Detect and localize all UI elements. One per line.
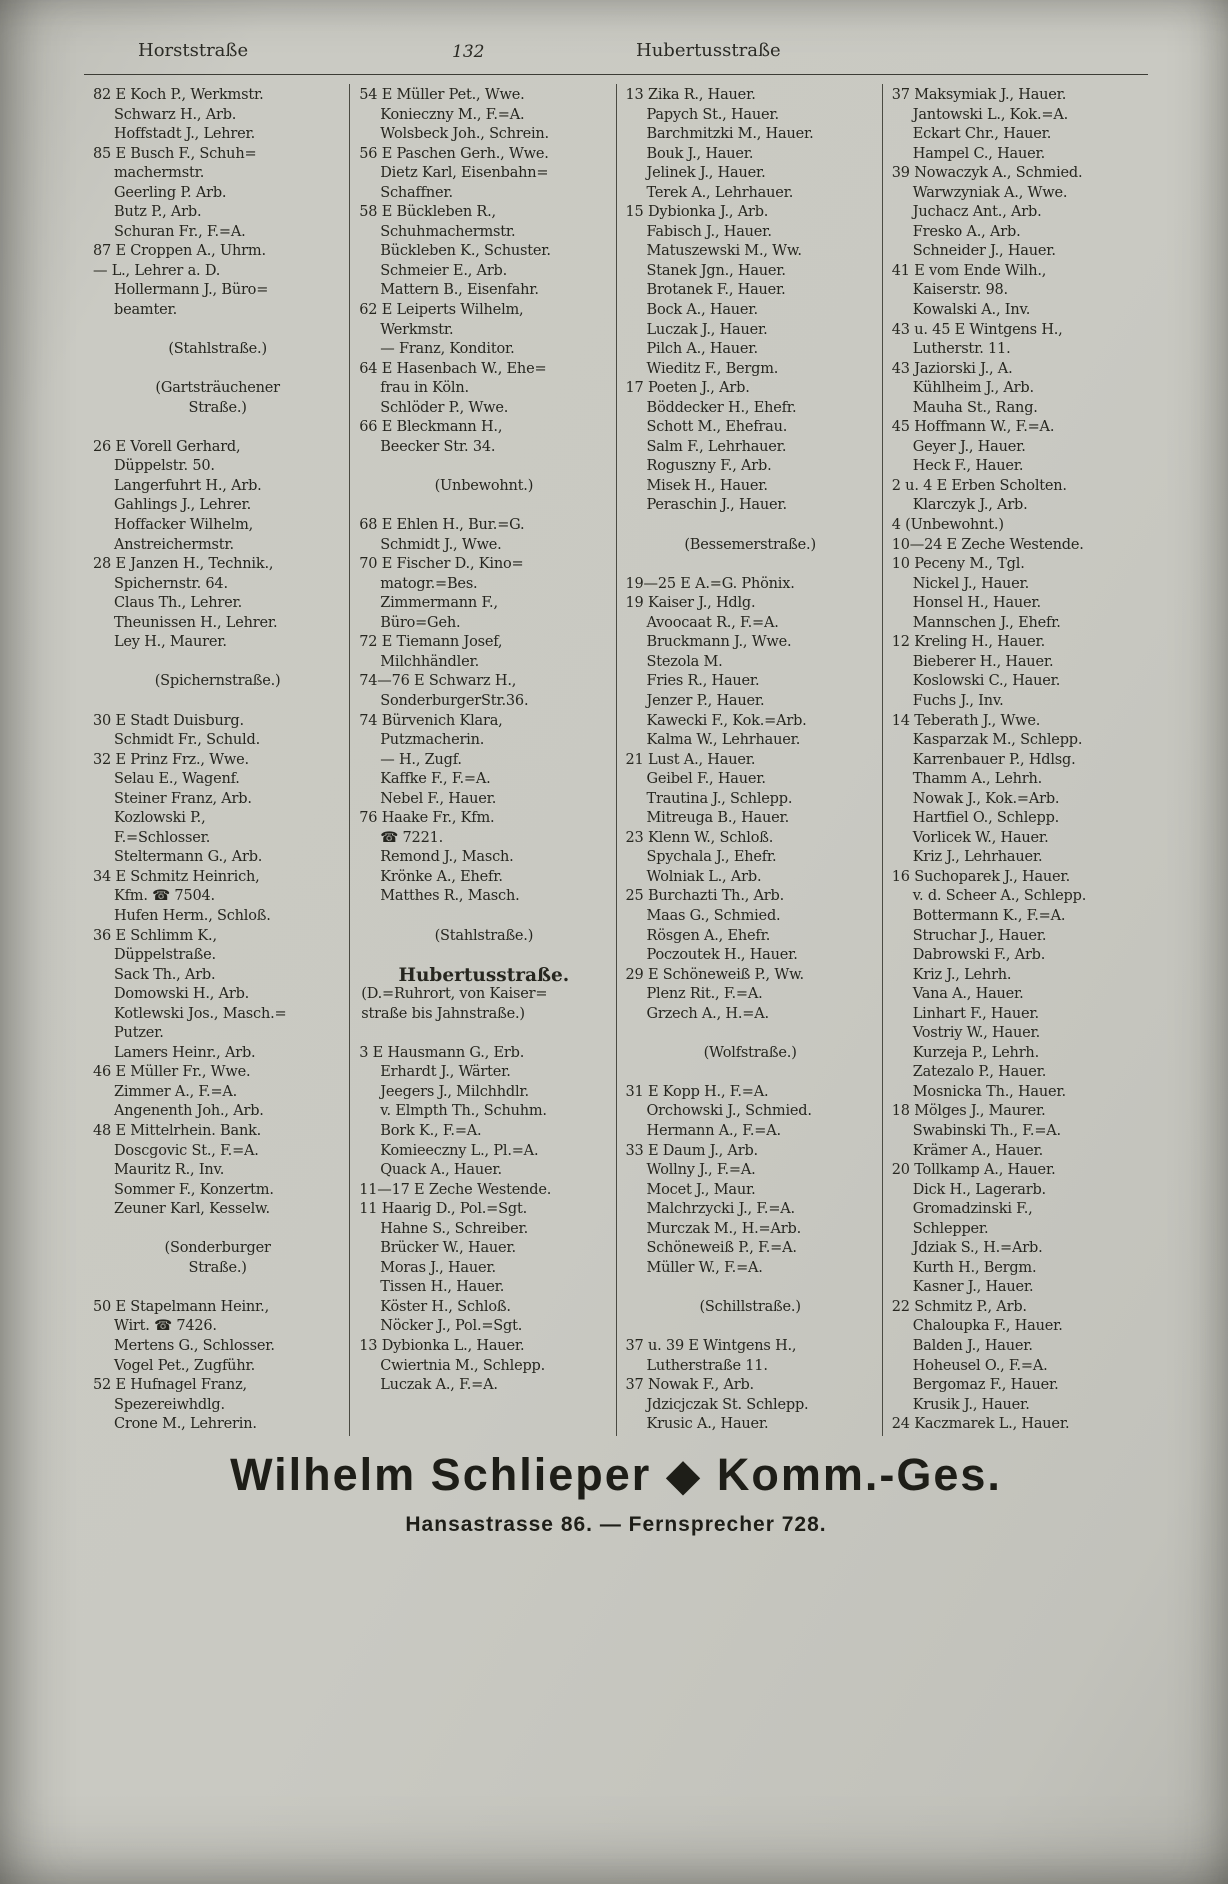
directory-line: Selau E., Wagenf.	[114, 771, 240, 788]
blank-line	[626, 1063, 875, 1083]
directory-line: Tissen H., Hauer.	[380, 1279, 505, 1296]
directory-line: 3 E Hausmann G., Erb.	[359, 1044, 525, 1061]
directory-line: Terek A., Lehrhauer.	[646, 184, 794, 201]
directory-line: v. d. Scheer A., Schlepp.	[912, 888, 1087, 905]
blank-line	[93, 360, 342, 380]
directory-line: 19—25 E A.=G. Phönix.	[625, 575, 795, 592]
directory-line: Kurzeja P., Lehrh.	[912, 1044, 1039, 1061]
directory-line: Linhart F., Hauer.	[912, 1005, 1039, 1022]
directory-line: SonderburgerStr.36.	[380, 692, 529, 709]
directory-line: Böddecker H., Ehefr.	[646, 399, 797, 416]
directory-line: Schuhmachermstr.	[380, 223, 516, 240]
directory-line: Wirt. ☎ 7426.	[114, 1318, 217, 1335]
directory-line: Schwarz H., Arb.	[114, 106, 237, 123]
directory-line: Zimmermann F.,	[380, 595, 498, 612]
directory-line: Lamers Heinr., Arb.	[114, 1044, 256, 1061]
directory-line: Nöcker J., Pol.=Sgt.	[380, 1318, 523, 1335]
directory-line: 15 Dybionka J., Arb.	[625, 204, 769, 221]
directory-line: Werkmstr.	[380, 321, 454, 338]
directory-line: 28 E Janzen H., Technik.,	[93, 556, 274, 573]
directory-line: Schneider J., Hauer.	[912, 243, 1056, 260]
directory-line: Schott M., Ehefrau.	[646, 419, 788, 436]
cross-street-label: (Gartsträuchener	[155, 380, 280, 397]
directory-line: Geibel F., Hauer.	[646, 771, 766, 788]
directory-line: Koslowski C., Hauer.	[912, 673, 1061, 690]
blank-line	[359, 1024, 608, 1044]
directory-line: 19 Kaiser J., Hdlg.	[625, 595, 756, 612]
directory-line: 30 E Stadt Duisburg.	[93, 712, 244, 729]
directory-line: Plenz Rit., F.=A.	[646, 986, 763, 1003]
blank-line	[626, 555, 875, 575]
directory-line: Hufen Herm., Schloß.	[114, 907, 271, 924]
directory-line: Dabrowski F., Arb.	[912, 947, 1046, 964]
cross-street-label: (Schillstraße.)	[699, 1298, 801, 1315]
directory-line: Milchhändler.	[380, 653, 480, 670]
directory-line: Claus Th., Lehrer.	[114, 595, 243, 612]
directory-line: 56 E Paschen Gerh., Wwe.	[359, 145, 549, 162]
directory-line: 18 Mölges J., Maurer.	[891, 1103, 1046, 1120]
directory-line: Stezola M.	[646, 653, 723, 670]
directory-line: Spichernstr. 64.	[114, 575, 228, 592]
blank-line	[93, 692, 342, 712]
directory-line: Domowski H., Arb.	[114, 986, 250, 1003]
street-note: (D.=Ruhrort, von Kaiser=	[361, 986, 548, 1003]
directory-line: Jelinek J., Hauer.	[646, 165, 766, 182]
directory-line: Hollermann J., Büro=	[114, 282, 269, 299]
directory-line: Lutherstraße 11.	[646, 1357, 768, 1374]
page-header	[84, 40, 1148, 72]
directory-line: 68 E Ehlen H., Bur.=G.	[359, 517, 525, 534]
directory-line: 23 Klenn W., Schloß.	[625, 829, 774, 846]
directory-columns	[84, 84, 1148, 1436]
blank-line	[626, 1317, 875, 1337]
directory-line: Schmidt Fr., Schuld.	[114, 732, 260, 749]
directory-line: Kasner J., Hauer.	[912, 1279, 1034, 1296]
directory-line: 37 Maksymiak J., Hauer.	[891, 87, 1067, 103]
directory-line: Nowak J., Kok.=Arb.	[912, 790, 1060, 807]
directory-line: Fresko A., Arb.	[912, 223, 1021, 240]
directory-line: Hoffacker Wilhelm,	[114, 517, 254, 534]
directory-line: Barchmitzki M., Hauer.	[646, 126, 814, 143]
directory-line: 14 Teberath J., Wwe.	[891, 712, 1041, 729]
advertisement	[84, 1448, 1148, 1537]
directory-line: Jdziak S., H.=Arb.	[912, 1240, 1043, 1257]
directory-line: Zimmer A., F.=A.	[114, 1083, 238, 1100]
directory-line: Brücker W., Hauer.	[380, 1240, 516, 1257]
directory-line: Bückleben K., Schuster.	[380, 243, 551, 260]
cross-street-label: (Wolfstraße.)	[703, 1044, 797, 1061]
directory-line: 82 E Koch P., Werkmstr.	[93, 87, 264, 103]
directory-line: Steiner Franz, Arb.	[114, 790, 252, 807]
directory-line: Maas G., Schmied.	[646, 907, 781, 924]
cross-street-label: (Bessemerstraße.)	[684, 536, 816, 553]
directory-line: Kasparzak M., Schlepp.	[912, 732, 1083, 749]
directory-line: Salm F., Lehrhauer.	[646, 438, 787, 455]
directory-line: Mauritz R., Inv.	[114, 1162, 225, 1179]
directory-line: Hoffstadt J., Lehrer.	[114, 126, 256, 143]
blank-line	[626, 1278, 875, 1298]
directory-line: 41 E vom Ende Wilh.,	[891, 262, 1047, 279]
directory-line: Dick H., Lagerarb.	[912, 1181, 1046, 1198]
directory-line: 2 u. 4 E Erben Scholten.	[891, 477, 1067, 494]
directory-line: Kaiserstr. 98.	[912, 282, 1008, 299]
directory-line: Kriz J., Lehrhauer.	[912, 849, 1043, 866]
directory-line: Kurth H., Bergm.	[912, 1259, 1037, 1276]
directory-line: 58 E Bückleben R.,	[359, 204, 496, 221]
directory-line: matogr.=Bes.	[380, 575, 478, 592]
directory-line: 48 E Mittelrhein. Bank.	[93, 1122, 262, 1139]
directory-line: Bock A., Hauer.	[646, 302, 758, 319]
directory-line: Papych St., Hauer.	[646, 106, 779, 123]
page-number: 132	[452, 42, 485, 62]
directory-line: 64 E Hasenbach W., Ehe=	[359, 360, 547, 377]
directory-line: Fries R., Hauer.	[646, 673, 760, 690]
directory-line: Düppelstr. 50.	[114, 458, 215, 475]
directory-line: 13 Zika R., Hauer.	[625, 87, 756, 103]
directory-line: Malchrzycki J., F.=A.	[646, 1201, 795, 1218]
blank-line	[93, 1220, 342, 1240]
directory-line: Mocet J., Maur.	[646, 1181, 756, 1198]
directory-line: Spezereiwhdlg.	[114, 1396, 225, 1413]
directory-line: 52 E Hufnagel Franz,	[93, 1377, 247, 1394]
directory-line: Misek H., Hauer.	[646, 477, 768, 494]
directory-line: Trautina J., Schlepp.	[646, 790, 793, 807]
directory-line: Kriz J., Lehrh.	[912, 966, 1012, 983]
directory-line: 4 (Unbewohnt.)	[891, 517, 1004, 534]
directory-line: Beecker Str. 34.	[380, 438, 496, 455]
directory-line: frau in Köln.	[380, 380, 469, 397]
directory-line: 74—76 E Schwarz H.,	[359, 673, 517, 690]
directory-line: Langerfuhrt H., Arb.	[114, 477, 262, 494]
directory-column-2	[349, 84, 615, 1436]
directory-line: Schaffner.	[380, 184, 453, 201]
directory-line: Krusic A., Hauer.	[646, 1416, 769, 1433]
directory-line: 22 Schmitz P., Arb.	[891, 1298, 1027, 1315]
directory-line: Steltermann G., Arb.	[114, 849, 263, 866]
directory-line: 10—24 E Zeche Westende.	[891, 536, 1084, 553]
ad-address-phone: Hansastrasse 86. — Fernsprecher 728.	[405, 1513, 827, 1536]
cross-street-label: Straße.)	[188, 1259, 247, 1276]
directory-line: 72 E Tiemann Josef,	[359, 634, 503, 651]
directory-line: 46 E Müller Fr., Wwe.	[93, 1064, 251, 1081]
directory-line: 34 E Schmitz Heinrich,	[93, 868, 260, 885]
directory-line: Kalma W., Lehrhauer.	[646, 732, 801, 749]
directory-line: machermstr.	[114, 165, 205, 182]
directory-line: Moras J., Hauer.	[380, 1259, 496, 1276]
directory-line: Karrenbauer P., Hdlsg.	[912, 751, 1076, 768]
directory-line: Zeuner Karl, Kesselw.	[114, 1201, 270, 1218]
directory-line: Crone M., Lehrerin.	[114, 1416, 257, 1433]
cross-street-label: (Spichernstraße.)	[154, 673, 281, 690]
directory-line: Sommer F., Konzertm.	[114, 1181, 274, 1198]
directory-line: Warwzyniak A., Wwe.	[912, 184, 1068, 201]
directory-line: Peraschin J., Hauer.	[646, 497, 787, 514]
directory-line: Roguszny F., Arb.	[646, 458, 772, 475]
blank-line	[359, 946, 608, 966]
directory-line: 36 E Schlimm K.,	[93, 927, 217, 944]
directory-line: Wolsbeck Joh., Schrein.	[380, 126, 549, 143]
directory-line: Fuchs J., Inv.	[912, 692, 1004, 709]
directory-line: beamter.	[114, 302, 178, 319]
directory-line: Orchowski J., Schmied.	[646, 1103, 812, 1120]
directory-line: Kowalski A., Inv.	[912, 302, 1031, 319]
blank-line	[359, 907, 608, 927]
directory-line: 10 Peceny M., Tgl.	[891, 556, 1025, 573]
directory-line: Avoocaat R., F.=A.	[646, 614, 779, 631]
directory-line: Doscgovic St., F.=A.	[114, 1142, 259, 1159]
directory-column-3	[616, 84, 882, 1436]
directory-line: Struchar J., Hauer.	[912, 927, 1047, 944]
directory-line: Vogel Pet., Zugführ.	[114, 1357, 256, 1374]
directory-line: Nickel J., Hauer.	[912, 575, 1030, 592]
directory-line: Hahne S., Schreiber.	[380, 1220, 529, 1237]
directory-line: Vostriy W., Hauer.	[912, 1025, 1041, 1042]
directory-line: Honsel H., Hauer.	[912, 595, 1041, 612]
directory-line: Luczak J., Hauer.	[646, 321, 768, 338]
directory-line: Thamm A., Lehrh.	[912, 771, 1043, 788]
directory-line: Heck F., Hauer.	[912, 458, 1024, 475]
directory-line: Mertens G., Schlosser.	[114, 1338, 275, 1354]
directory-line: 54 E Müller Pet., Wwe.	[359, 87, 525, 103]
directory-line: Bieberer H., Hauer.	[912, 653, 1054, 670]
directory-line: Schmidt J., Wwe.	[380, 536, 502, 553]
directory-line: Schlepper.	[912, 1220, 989, 1237]
directory-line: Sack Th., Arb.	[114, 966, 216, 983]
directory-line: 24 Kaczmarek L., Hauer.	[891, 1416, 1070, 1433]
directory-line: 25 Burchazti Th., Arb.	[625, 888, 785, 905]
directory-line: 11—17 E Zeche Westende.	[359, 1181, 552, 1198]
directory-column-4	[882, 84, 1148, 1436]
directory-line: Fabisch J., Hauer.	[646, 223, 772, 240]
directory-column-1	[84, 84, 349, 1436]
directory-line: Nebel F., Hauer.	[380, 790, 497, 807]
directory-line: — L., Lehrer a. D.	[93, 262, 221, 279]
directory-line: Angenenth Joh., Arb.	[114, 1103, 264, 1120]
directory-line: Vorlicek W., Hauer.	[912, 829, 1049, 846]
cross-street-label: Straße.)	[188, 399, 247, 416]
directory-line: Wieditz F., Bergm.	[646, 360, 779, 377]
directory-line: 32 E Prinz Frz., Wwe.	[93, 751, 249, 768]
directory-line: Remond J., Masch.	[380, 849, 514, 866]
directory-line: Eckart Chr., Hauer.	[912, 126, 1052, 143]
street-note: straße bis Jahnstraße.)	[361, 1005, 525, 1022]
directory-line: 13 Dybionka L., Hauer.	[359, 1338, 525, 1354]
directory-line: Hartfiel O., Schlepp.	[912, 810, 1060, 827]
directory-line: 45 Hoffmann W., F.=A.	[891, 419, 1055, 436]
ad-company-name: Wilhelm Schlieper ◆ Komm.-Ges.	[230, 1449, 1002, 1500]
directory-line: Jdzicjczak St. Schlepp.	[646, 1396, 809, 1413]
directory-line: Mauha St., Rang.	[912, 399, 1038, 416]
directory-line: Juchacz Ant., Arb.	[912, 204, 1042, 221]
directory-line: Vana A., Hauer.	[912, 986, 1024, 1003]
directory-line: 85 E Busch F., Schuh=	[93, 145, 257, 162]
directory-line: Mosnicka Th., Hauer.	[912, 1083, 1066, 1100]
directory-line: Schöneweiß P., F.=A.	[646, 1240, 797, 1257]
directory-line: Köster H., Schloß.	[380, 1298, 511, 1315]
directory-line: 43 u. 45 E Wintgens H.,	[891, 321, 1063, 338]
directory-line: Stanek Jgn., Hauer.	[646, 262, 786, 279]
directory-line: Kfm. ☎ 7504.	[114, 888, 215, 905]
directory-line: Büro=Geh.	[380, 614, 461, 631]
blank-line	[359, 496, 608, 516]
directory-line: 43 Jaziorski J., A.	[891, 360, 1013, 377]
directory-line: Theunissen H., Lehrer.	[114, 614, 278, 631]
directory-line: 74 Bürvenich Klara,	[359, 712, 503, 729]
blank-line	[93, 321, 342, 341]
directory-line: Krönke A., Ehefr.	[380, 868, 503, 885]
directory-line: Cwiertnia M., Schlepp.	[380, 1357, 546, 1374]
directory-line: Matuszewski M., Ww.	[646, 243, 802, 260]
directory-line: Luczak A., F.=A.	[380, 1377, 498, 1394]
directory-line: Konieczny M., F.=A.	[380, 106, 525, 123]
directory-line: Ley H., Maurer.	[114, 634, 227, 651]
directory-line: 31 E Kopp H., F.=A.	[625, 1083, 769, 1100]
directory-line: Hoheusel O., F.=A.	[912, 1357, 1048, 1374]
directory-line: Schuran Fr., F.=A.	[114, 223, 246, 240]
directory-line: Bruckmann J., Wwe.	[646, 634, 792, 651]
directory-line: 21 Lust A., Hauer.	[625, 751, 756, 768]
directory-line: Kühlheim J., Arb.	[912, 380, 1034, 397]
directory-line: Bottermann K., F.=A.	[912, 907, 1066, 924]
directory-line: Düppelstraße.	[114, 947, 216, 964]
directory-line: 20 Tollkamp A., Hauer.	[891, 1162, 1056, 1179]
directory-line: Kozlowski P.,	[114, 810, 206, 827]
directory-line: Butz P., Arb.	[114, 204, 202, 221]
directory-line: Dietz Karl, Eisenbahn=	[380, 165, 549, 182]
directory-line: Gromadzinski F.,	[912, 1201, 1033, 1218]
directory-line: Schlöder P., Wwe.	[380, 399, 509, 416]
directory-line: — H., Zugf.	[380, 751, 462, 768]
directory-line: F.=Schlosser.	[114, 829, 211, 846]
directory-line: Jantowski L., Kok.=A.	[912, 106, 1069, 123]
directory-line: Schmeier E., Arb.	[380, 262, 508, 279]
cross-street-label: (Unbewohnt.)	[434, 477, 534, 494]
directory-line: 70 E Fischer D., Kino=	[359, 556, 524, 573]
blank-line	[93, 1278, 342, 1298]
directory-line: 17 Poeten J., Arb.	[625, 380, 750, 397]
directory-line: Lutherstr. 11.	[912, 341, 1011, 358]
directory-line: 66 E Bleckmann H.,	[359, 419, 503, 436]
header-street-right: Hubertusstraße	[636, 40, 781, 61]
directory-line: Komieeczny L., Pl.=A.	[380, 1142, 539, 1159]
directory-line: Mannschen J., Ehefr.	[912, 614, 1061, 631]
directory-line: Krusik J., Hauer.	[912, 1396, 1030, 1413]
directory-line: Mattern B., Eisenfahr.	[380, 282, 539, 299]
directory-line: Zatezalo P., Hauer.	[912, 1064, 1047, 1081]
street-heading: Hubertusstraße.	[398, 965, 570, 986]
directory-line: 11 Haarig D., Pol.=Sgt.	[359, 1201, 527, 1218]
directory-line: Jeegers J., Milchhdlr.	[380, 1083, 529, 1100]
directory-line: Brotanek F., Hauer.	[646, 282, 786, 299]
directory-line: Wollny J., F.=A.	[646, 1162, 756, 1179]
header-rule	[84, 74, 1148, 75]
directory-line: ☎ 7221.	[380, 829, 444, 846]
blank-line	[626, 1024, 875, 1044]
directory-line: Mitreuga B., Hauer.	[646, 810, 790, 827]
blank-line	[93, 653, 342, 673]
directory-line: 37 u. 39 E Wintgens H.,	[625, 1338, 797, 1354]
directory-line: Kawecki F., Kok.=Arb.	[646, 712, 807, 729]
blank-line	[359, 457, 608, 477]
directory-line: Swabinski Th., F.=A.	[912, 1122, 1061, 1139]
directory-line: 26 E Vorell Gerhard,	[93, 438, 241, 455]
directory-line: 37 Nowak F., Arb.	[625, 1377, 754, 1394]
directory-line: Kaffke F., F.=A.	[380, 771, 491, 788]
directory-line: Krämer A., Hauer.	[912, 1142, 1044, 1159]
directory-line: Erhardt J., Wärter.	[380, 1064, 511, 1081]
directory-line: Balden J., Hauer.	[912, 1338, 1033, 1354]
directory-line: Poczoutek H., Hauer.	[646, 947, 798, 964]
directory-line: Wolniak L., Arb.	[646, 868, 762, 885]
directory-line: Geyer J., Hauer.	[912, 438, 1026, 455]
directory-line: 62 E Leiperts Wilhelm,	[359, 302, 524, 319]
cross-street-label: (Stahlstraße.)	[168, 341, 267, 358]
directory-line: 16 Suchoparek J., Hauer.	[891, 868, 1070, 885]
directory-line: Kotlewski Jos., Masch.=	[114, 1005, 287, 1022]
blank-line	[626, 516, 875, 536]
directory-line: Spychala J., Ehefr.	[646, 849, 777, 866]
header-street-left: Horststraße	[138, 40, 249, 61]
directory-line: Hampel C., Hauer.	[912, 145, 1046, 162]
directory-line: Müller W., F.=A.	[646, 1259, 763, 1276]
directory-line: Murczak M., H.=Arb.	[646, 1220, 801, 1237]
directory-line: Chaloupka F., Hauer.	[912, 1318, 1063, 1335]
directory-line: Gahlings J., Lehrer.	[114, 497, 252, 514]
directory-line: Klarczyk J., Arb.	[912, 497, 1028, 514]
directory-line: Bergomaz F., Hauer.	[912, 1377, 1059, 1394]
directory-line: Bork K., F.=A.	[380, 1122, 482, 1139]
cross-street-label: (Stahlstraße.)	[434, 927, 534, 944]
directory-line: Rösgen A., Ehefr.	[646, 927, 771, 944]
directory-line: 29 E Schöneweiß P., Ww.	[625, 966, 804, 983]
directory-line: Quack A., Hauer.	[380, 1162, 502, 1179]
directory-line: 87 E Croppen A., Uhrm.	[93, 243, 266, 260]
directory-line: — Franz, Konditor.	[380, 341, 515, 358]
directory-line: Pilch A., Hauer.	[646, 341, 758, 358]
directory-line: Anstreichermstr.	[114, 536, 234, 553]
directory-line: Putzmacherin.	[380, 732, 485, 749]
directory-line: Jenzer P., Hauer.	[646, 692, 765, 709]
directory-line: Grzech A., H.=A.	[646, 1005, 769, 1022]
blank-line	[93, 418, 342, 438]
cross-street-label: (Sonderburger	[164, 1240, 271, 1257]
directory-line: 76 Haake Fr., Kfm.	[359, 810, 495, 827]
directory-line: 50 E Stapelmann Heinr.,	[93, 1298, 269, 1315]
directory-line: Hermann A., F.=A.	[646, 1122, 781, 1139]
directory-line: Putzer.	[114, 1025, 164, 1042]
directory-line: Geerling P. Arb.	[114, 184, 227, 201]
directory-line: 12 Kreling H., Hauer.	[891, 634, 1046, 651]
directory-line: Bouk J., Hauer.	[646, 145, 754, 162]
directory-line: 33 E Daum J., Arb.	[625, 1142, 758, 1159]
directory-line: 39 Nowaczyk A., Schmied.	[891, 165, 1083, 182]
directory-line: Matthes R., Masch.	[380, 888, 520, 905]
directory-line: v. Elmpth Th., Schuhm.	[380, 1103, 547, 1120]
